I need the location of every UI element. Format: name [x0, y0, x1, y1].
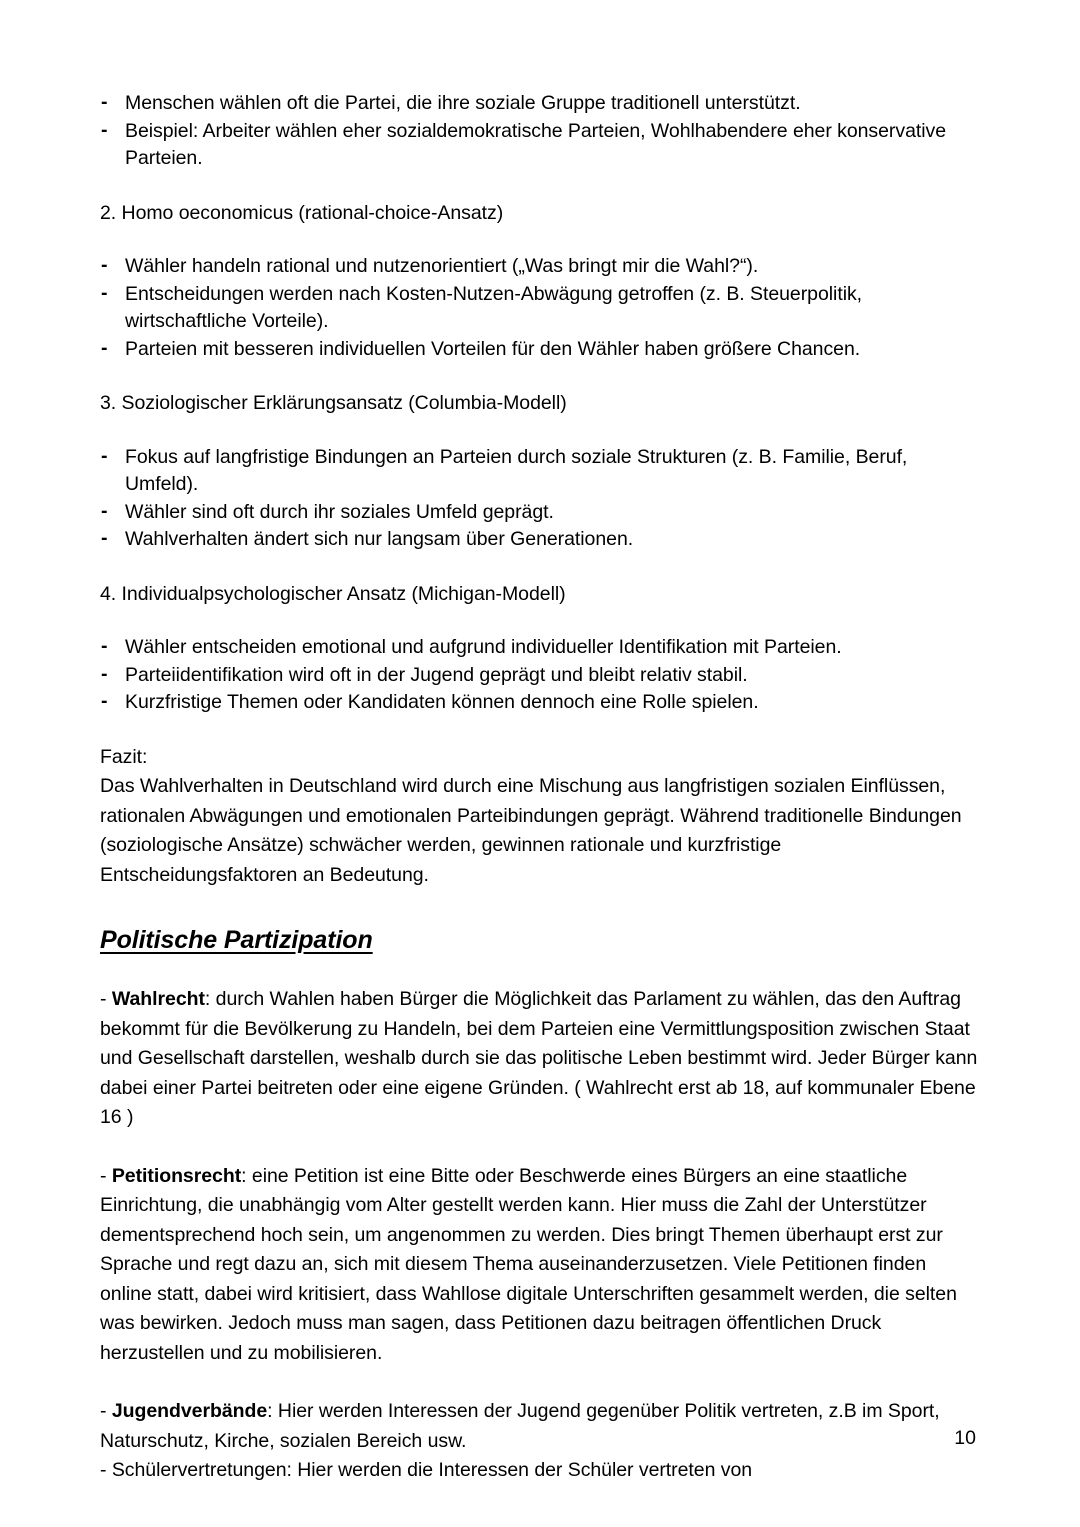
spacer	[100, 608, 980, 634]
list-item	[100, 253, 980, 281]
list-item	[100, 499, 980, 527]
bullet-dash-icon: -	[101, 662, 108, 685]
partizipation-item-schuelervertretungen	[100, 1456, 980, 1486]
list-item-text: Kurzfristige Themen oder Kandidaten können dennoch eine Rolle spielen.	[125, 691, 759, 713]
bullet-dash-icon: -	[101, 444, 108, 467]
item-dash-icon: -	[100, 1164, 107, 1187]
list-item	[100, 634, 980, 662]
fazit-text: Das Wahlverhalten in Deutschland wird durch eine Mischung aus langfristigen sozialen Einflüssen, rationalen Abwägungen und emotionalen Parteibindungen geprägt. Während traditionelle Bindungen (soziologische Ansätze) schwächer werden, gewinnen rationale und kurzfristige Entscheidungsfaktoren an Bedeutung.	[100, 775, 962, 886]
bullet-dash-icon: -	[101, 281, 108, 304]
bullet-dash-icon: -	[101, 635, 108, 657]
spacer	[100, 173, 980, 200]
item-separator: :	[204, 988, 211, 1010]
partizipation-item-wahlrecht	[100, 985, 980, 1133]
section-title-wrapper	[100, 924, 980, 956]
list-item	[100, 118, 980, 173]
bullet-list-intro	[100, 90, 980, 173]
list-item-text: Menschen wählen oft die Partei, die ihre soziale Gruppe traditionell unterstützt.	[125, 92, 801, 114]
item-dash-icon: -	[100, 1459, 107, 1481]
list-item	[100, 526, 980, 554]
list-item-text: Wahlverhalten ändert sich nur langsam über Generationen.	[125, 528, 634, 550]
bullet-list-individualpsychologischer-ansatz	[100, 634, 980, 717]
bullet-dash-icon: -	[101, 91, 108, 113]
spacer	[100, 956, 980, 985]
item-separator: :	[241, 1164, 247, 1187]
spacer	[100, 1368, 980, 1397]
heading-individualpsychologischer-ansatz: 4. Individualpsychologischer Ansatz (Michigan-Modell)	[100, 582, 566, 605]
item-dash-icon: -	[100, 988, 107, 1010]
list-item-text: Fokus auf langfristige Bindungen an Parteien durch soziale Strukturen (z. B. Familie, Beruf, Umfeld).	[125, 445, 908, 495]
list-item-text: Beispiel: Arbeiter wählen eher sozialdemokratische Parteien, Wohlhabendere eher konservative Parteien.	[125, 119, 947, 169]
bullet-dash-icon: -	[101, 254, 108, 276]
list-item-text: Wähler handeln rational und nutzenorientiert („Was bringt mir die Wahl?“).	[125, 255, 759, 277]
list-item-text: Wähler entscheiden emotional und aufgrund individueller Identifikation mit Parteien.	[125, 636, 842, 658]
list-item	[100, 689, 980, 717]
item-separator: :	[286, 1459, 292, 1481]
bullet-list-homo-oeconomicus	[100, 253, 980, 363]
partizipation-item-jugendverbaende	[100, 1397, 980, 1456]
heading-soziologischer-ansatz: 3. Soziologischer Erklärungsansatz (Columbia-Modell)	[100, 392, 567, 414]
spacer	[100, 363, 980, 390]
page-content	[100, 90, 980, 1486]
bullet-dash-icon: -	[101, 118, 108, 141]
list-item-text: Wähler sind oft durch ihr soziales Umfeld geprägt.	[125, 500, 554, 523]
item-text: durch Wahlen haben Bürger die Möglichkeit das Parlament zu wählen, das den Auftrag bekommt für die Bevölkerung zu Handeln, bei dem Parteien eine Vermittlungsposition zwischen Staat und Gesellschaft darstellen, weshalb durch sie das politische Leben bestimmt wird. Jeder Bürger kann dabei einer Partei beitreten oder eine eigene Gründen. ( Wahlrecht erst ab 18, auf kommunaler Ebene 16 )	[100, 988, 978, 1128]
fazit-label: Fazit:	[100, 745, 148, 768]
list-item	[100, 336, 980, 364]
item-term: Jugendverbände	[111, 1400, 268, 1422]
item-term: Wahlrecht	[111, 988, 205, 1010]
list-item	[100, 662, 980, 690]
bullet-dash-icon: -	[101, 690, 108, 712]
item-term: Petitionsrecht	[111, 1164, 242, 1187]
spacer	[100, 890, 980, 924]
spacer	[100, 227, 980, 253]
list-item-text: Entscheidungen werden nach Kosten-Nutzen-Abwägung getroffen (z. B. Steuerpolitik, wirtschaftliche Vorteile).	[125, 282, 863, 332]
bullet-dash-icon: -	[101, 527, 108, 549]
spacer	[100, 554, 980, 581]
item-text: eine Petition ist eine Bitte oder Beschwerde eines Bürgers an eine staatliche Einrichtung, die unabhängig vom Alter gestellt werden kann. Hier muss die Zahl der Unterstützer dementsprechend hoch sein, um angenommen zu werden. Dies bringt Themen überhaupt erst zur Sprache und regt dazu an, sich mit diesem Thema auseinanderzusetzen. Viele Petitionen finden online statt, dabei wird kritisiert, dass Wahllose digitale Unterschriften gesammelt werden, die selten was bewirken. Jedoch muss man sagen, dass Petitionen dazu beitragen öffentlichen Druck herzustellen und zu mobilisieren.	[100, 1164, 957, 1364]
item-text: Hier werden Interessen der Jugend gegenüber Politik vertreten, z.B im Sport, Naturschutz, Kirche, sozialen Bereich usw.	[100, 1400, 940, 1452]
list-item	[100, 281, 980, 336]
list-item	[100, 444, 980, 499]
bullet-list-soziologischer-ansatz	[100, 444, 980, 554]
page-number: 10	[954, 1427, 976, 1449]
list-item-text: Parteiidentifikation wird oft in der Jugend geprägt und bleibt relativ stabil.	[125, 663, 748, 686]
item-text: Hier werden die Interessen der Schüler vertreten von	[291, 1459, 753, 1481]
bullet-dash-icon: -	[101, 336, 108, 359]
fazit-block	[100, 743, 980, 891]
partizipation-item-petitionsrecht	[100, 1162, 980, 1369]
bullet-dash-icon: -	[101, 499, 108, 522]
item-term: Schülervertretungen	[111, 1459, 287, 1481]
item-separator: :	[267, 1400, 273, 1422]
list-item	[100, 90, 980, 118]
page-title: Politische Partizipation	[100, 926, 373, 954]
item-dash-icon: -	[100, 1400, 107, 1422]
spacer	[100, 1133, 980, 1162]
list-item-text: Parteien mit besseren individuellen Vorteilen für den Wähler haben größere Chancen.	[125, 337, 861, 360]
spacer	[100, 418, 980, 444]
heading-homo-oeconomicus: 2. Homo oeconomicus (rational-choice-Ansatz)	[100, 201, 504, 224]
spacer	[100, 717, 980, 743]
